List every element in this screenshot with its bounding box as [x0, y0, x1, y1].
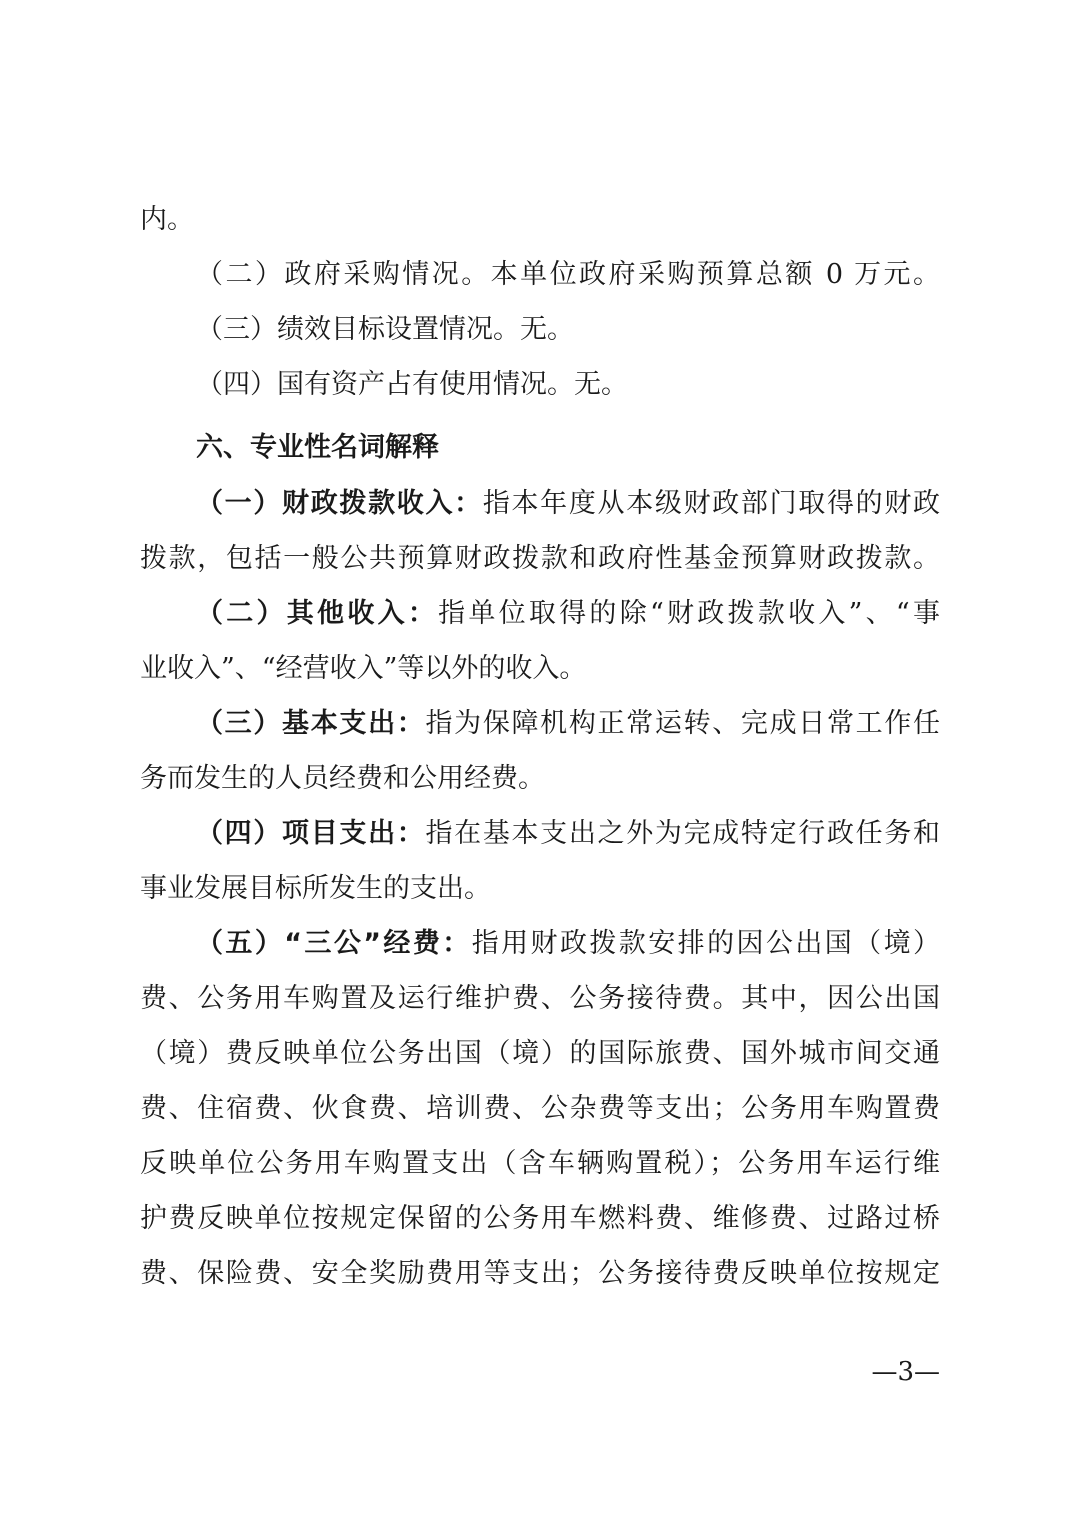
definition-term: （二）其他收入： — [196, 598, 439, 629]
definition-line — [196, 926, 940, 962]
paragraph-line: 事业发展目标所发生的支出。 — [140, 873, 491, 904]
paragraph-line: 拨款，包括一般公共预算财政拨款和政府性基金预算财政拨款。 — [140, 543, 940, 574]
paragraph-line: （境）费反映单位公务出国（境）的国际旅费、国外城市间交通 — [140, 1038, 940, 1069]
definition-line — [196, 706, 940, 742]
paragraph-line: 业收入”、“经营收入”等以外的收入。 — [140, 653, 587, 684]
paragraph-line: 务而发生的人员经费和公用经费。 — [140, 763, 545, 794]
definition-term: （四）项目支出： — [196, 818, 426, 849]
paragraph-line: 费、保险费、安全奖励费用等支出；公务接待费反映单位按规定 — [140, 1258, 940, 1289]
paragraph-line: 护费反映单位按规定保留的公务用车燃料费、维修费、过路过桥 — [140, 1203, 940, 1234]
definition-text: 指为保障机构正常运转、完成日常工作任 — [425, 708, 940, 739]
paragraph-line: 反映单位公务用车购置支出（含车辆购置税）；公务用车运行维 — [140, 1148, 940, 1179]
definition-line — [196, 816, 940, 852]
definition-text: 指在基本支出之外为完成特定行政任务和 — [425, 818, 940, 849]
page-number: —3— — [871, 1357, 940, 1387]
definition-text: 指用财政拨款安排的因公出国（境） — [471, 928, 940, 959]
definition-text: 指单位取得的除“财政拨款收入”、“事 — [438, 598, 940, 629]
paragraph-line: 内。 — [140, 204, 194, 235]
definition-line — [196, 596, 940, 632]
definition-line — [196, 486, 940, 522]
definition-text: 指本年度从本级财政部门取得的财政 — [482, 488, 940, 519]
paragraph-line: （三）绩效目标设置情况。无。 — [196, 314, 574, 345]
section-heading: 六、专业性名词解释 — [196, 432, 439, 463]
paragraph-line: 费、住宿费、伙食费、培训费、公杂费等支出；公务用车购置费 — [140, 1093, 940, 1124]
paragraph-line: （四）国有资产占有使用情况。无。 — [196, 369, 628, 400]
definition-term: （一）财政拨款收入： — [196, 488, 483, 519]
paragraph-line: （二）政府采购情况。本单位政府采购预算总额 0 万元。 — [196, 259, 940, 290]
paragraph-line: 费、公务用车购置及运行维护费、公务接待费。其中，因公出国 — [140, 983, 940, 1014]
definition-term: （五）“三公”经费： — [196, 928, 472, 959]
definition-term: （三）基本支出： — [196, 708, 426, 739]
